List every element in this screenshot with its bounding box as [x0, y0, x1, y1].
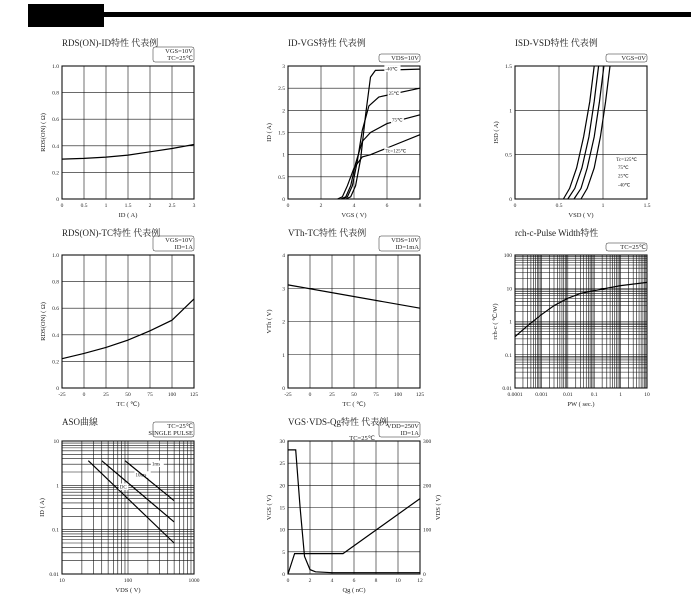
- x-tick-label: 100: [123, 578, 133, 584]
- x-tick-label: 2: [308, 578, 312, 584]
- y-tick-label: 0: [282, 572, 285, 578]
- x-tick-label: 0.1: [590, 392, 598, 398]
- y-tick-label: 0.4: [52, 143, 59, 150]
- x-tick-label: 50: [351, 392, 357, 398]
- y-tick-label: 20: [279, 483, 285, 490]
- series-label: 75℃: [617, 165, 629, 171]
- y-tick-label: 0.6: [52, 117, 59, 124]
- x-tick-label: 25: [329, 392, 335, 398]
- x-tick-label: 3: [192, 203, 196, 209]
- x-tick-label: 6: [352, 578, 356, 584]
- condition-note: TC=25℃: [620, 244, 646, 251]
- y-axis-label: ID ( A): [39, 498, 46, 517]
- y2-axis-label: VDS ( V): [435, 494, 442, 521]
- y-tick-label: 1: [282, 152, 285, 159]
- series-line: [88, 461, 174, 543]
- y-tick-label: 0.5: [278, 174, 285, 181]
- y-tick-label: 0.2: [52, 359, 59, 366]
- x-tick-label: 0.0001: [507, 392, 523, 398]
- x-tick-label: 10: [59, 578, 65, 584]
- series-label: 1ms: [151, 462, 161, 468]
- y-tick-label: 5: [282, 549, 285, 556]
- y-tick-label: 1.0: [52, 253, 59, 259]
- x-tick-label: 0.5: [555, 203, 563, 209]
- y-tick-label: 0.8: [52, 279, 59, 286]
- x-axis-label: Qg ( nC): [342, 587, 366, 594]
- y2-tick-label: 200: [423, 483, 432, 490]
- x-tick-label: 50: [125, 392, 131, 398]
- x-tick-label: 4: [352, 203, 356, 209]
- series-label: 25℃: [388, 91, 400, 97]
- y2-tick-label: 300: [423, 439, 432, 445]
- x-axis-label: VDS ( V): [115, 587, 141, 594]
- x-tick-label: 125: [415, 392, 425, 398]
- x-axis-label: TC ( ℃): [342, 401, 366, 408]
- condition-note: VGS=10V: [165, 48, 193, 55]
- y-tick-label: 0.4: [52, 332, 59, 339]
- chart-title: RDS(ON)-TC特性 代表例: [62, 228, 161, 238]
- x-tick-label: 0: [286, 203, 290, 209]
- y-tick-label: 0.1: [52, 527, 59, 534]
- x-axis-label: VSD ( V): [568, 212, 594, 219]
- condition-note: VDS=10V: [391, 237, 419, 244]
- series-label: -40℃: [385, 67, 398, 73]
- x-tick-label: 10: [644, 392, 650, 398]
- x-tick-label: 1.5: [643, 203, 651, 209]
- y-tick-label: 4: [282, 253, 285, 259]
- chart-c5: [266, 227, 424, 408]
- x-tick-label: 12: [417, 578, 423, 584]
- x-tick-label: 0.5: [80, 203, 88, 209]
- y-tick-label: 3: [282, 64, 285, 70]
- x-tick-label: 2: [148, 203, 152, 209]
- y2-tick-label: 100: [423, 527, 432, 534]
- x-tick-label: -25: [284, 392, 292, 398]
- y-tick-label: 10: [279, 527, 285, 534]
- y-axis-label: VTh ( V): [266, 309, 273, 334]
- y-tick-label: 25: [279, 461, 285, 468]
- y-tick-label: 0: [282, 386, 285, 392]
- y-tick-label: 0.8: [52, 90, 59, 97]
- y-tick-label: 0: [56, 197, 59, 203]
- y-axis-label: RDS(ON) ( Ω): [40, 302, 47, 341]
- chart-c4: [40, 227, 198, 408]
- condition-note: ID=1A: [400, 430, 419, 437]
- y-tick-label: 1.5: [505, 64, 512, 70]
- series-line: [346, 69, 420, 199]
- y-tick-label: 1.0: [52, 64, 59, 70]
- series-line: [581, 66, 610, 199]
- x-tick-label: 0: [513, 203, 517, 209]
- chart-c1: [40, 37, 196, 219]
- y-tick-label: 10: [53, 439, 59, 445]
- y-tick-label: 0.1: [505, 352, 512, 359]
- chart-title: rch-c-Pulse Width特性: [515, 228, 599, 238]
- x-tick-label: 100: [393, 392, 403, 398]
- series-line: [125, 461, 174, 501]
- y-tick-label: 1: [509, 108, 512, 115]
- x-tick-label: 1: [601, 203, 605, 209]
- series-label: Tc=125℃: [385, 149, 407, 155]
- x-tick-label: 2.5: [168, 203, 176, 209]
- series-line: [338, 135, 421, 199]
- x-tick-label: 1000: [188, 578, 200, 584]
- y-tick-label: 3: [282, 286, 285, 293]
- condition-note: TC=25℃: [167, 423, 193, 430]
- y-tick-label: 1: [282, 352, 285, 359]
- y-tick-label: 0.5: [505, 152, 512, 159]
- series-line: [515, 282, 647, 336]
- y-axis-label: RDS(ON) ( Ω): [40, 113, 47, 152]
- x-tick-label: 1.5: [124, 203, 132, 209]
- x-axis-label: TC ( ℃): [116, 401, 140, 408]
- condition-note: ID=1mA: [395, 244, 419, 251]
- condition-note: SINGLE PULSE: [148, 430, 193, 437]
- chart-c6: [492, 227, 650, 408]
- x-tick-label: 2: [319, 203, 323, 209]
- y-tick-label: 0: [282, 197, 285, 203]
- y-tick-label: 2: [282, 319, 285, 326]
- x-tick-label: 4: [330, 578, 334, 584]
- y-tick-label: 2: [282, 108, 285, 115]
- x-tick-label: 75: [147, 392, 153, 398]
- x-axis-label: VGS ( V): [341, 212, 367, 219]
- y-tick-label: 2.5: [278, 86, 285, 93]
- y-tick-label: 1: [509, 319, 512, 326]
- chart-c8: [266, 416, 442, 594]
- series-label: 10ms: [135, 473, 147, 479]
- y-tick-label: 0.01: [49, 572, 59, 578]
- x-tick-label: 0.01: [562, 392, 573, 398]
- condition-note: VDD=250V: [386, 423, 419, 430]
- x-tick-label: 1: [619, 392, 622, 398]
- x-tick-label: 25: [103, 392, 109, 398]
- series-label: 75℃: [391, 118, 403, 124]
- x-tick-label: 1: [104, 203, 108, 209]
- chart-c2: [266, 37, 422, 219]
- y-tick-label: 0.6: [52, 306, 59, 313]
- chart-title: VTh-TC特性 代表例: [288, 228, 367, 238]
- chart-title: RDS(ON)-ID特性 代表例: [62, 38, 159, 48]
- series-label: 25℃: [617, 174, 629, 180]
- y-tick-label: 1.5: [278, 130, 285, 137]
- x-tick-label: 0.001: [535, 392, 548, 398]
- x-tick-label: 0: [286, 578, 290, 584]
- x-tick-label: 8: [374, 578, 378, 584]
- series-label: DC: [119, 485, 127, 491]
- x-tick-label: 8: [418, 203, 422, 209]
- chart-title: ID-VGS特性 代表例: [288, 38, 366, 48]
- chart-c7: [39, 416, 200, 594]
- y-tick-label: 0.2: [52, 170, 59, 177]
- x-tick-label: 0: [82, 392, 86, 398]
- x-tick-label: 0: [308, 392, 312, 398]
- x-tick-label: 6: [385, 203, 389, 209]
- series-label: -40℃: [617, 183, 631, 189]
- y-axis-label: VGS ( V): [266, 494, 273, 521]
- y-axis-label: ID ( A): [266, 123, 273, 142]
- condition-note: TC=25℃: [167, 55, 193, 62]
- x-tick-label: 0: [60, 203, 64, 209]
- y-tick-label: 1: [56, 483, 59, 490]
- x-tick-label: 10: [395, 578, 401, 584]
- x-tick-label: -25: [58, 392, 66, 398]
- x-tick-label: 125: [189, 392, 199, 398]
- y-tick-label: 15: [279, 505, 285, 512]
- chart-c3: [493, 37, 651, 219]
- y-tick-label: 30: [279, 439, 285, 445]
- y-axis-label: rch-c ( ℃/W): [492, 303, 499, 340]
- y-tick-label: 0: [509, 197, 512, 203]
- chart-title: ISD-VSD特性 代表例: [515, 38, 598, 48]
- condition-note: ID=1A: [174, 244, 193, 251]
- chart-title: VGS·VDS-Qg特性 代表例: [288, 417, 389, 427]
- condition-subnote: TC=25℃: [349, 435, 375, 442]
- y-tick-label: 0.01: [502, 386, 512, 392]
- series-label: Tc=125℃: [616, 157, 638, 163]
- x-axis-label: ID ( A): [118, 212, 138, 219]
- condition-note: VGS=0V: [621, 55, 646, 62]
- y-axis-label: ISD ( A): [493, 121, 500, 144]
- chart-title: ASO曲線: [62, 417, 99, 427]
- y2-tick-label: 0: [423, 572, 426, 578]
- x-axis-label: PW ( sec.): [567, 401, 595, 408]
- y-tick-label: 100: [503, 253, 512, 259]
- y-tick-label: 10: [506, 286, 512, 293]
- condition-note: VGS=10V: [165, 237, 193, 244]
- x-tick-label: 100: [167, 392, 177, 398]
- condition-note: VDS=10V: [391, 55, 419, 62]
- y-tick-label: 0: [56, 386, 59, 392]
- x-tick-label: 75: [373, 392, 379, 398]
